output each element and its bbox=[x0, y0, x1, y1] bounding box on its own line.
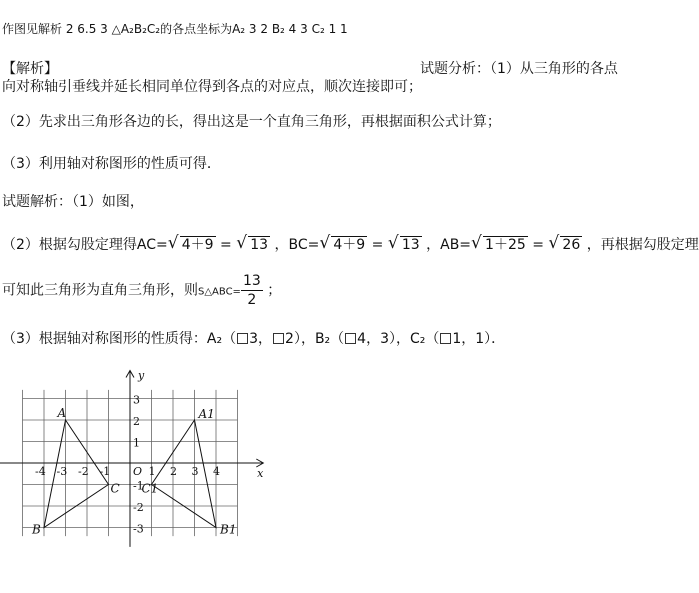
solution-part1: 试题解析：（1）如图， bbox=[2, 194, 144, 210]
point-label-c: C bbox=[110, 481, 120, 496]
part2-line2-suffix: ； bbox=[267, 282, 282, 299]
solution-part2: （2）根据勾股定理得AC=√ 4＋9 = √ 13 ，BC=√ 4＋9 = √ 13 ，AB=√ 1＋25 = √ 26 ，再根据勾股定理 bbox=[2, 236, 699, 254]
x-tick-label: 2 bbox=[170, 465, 177, 478]
x-tick-label: -1 bbox=[99, 465, 111, 478]
x-tick-label: 3 bbox=[191, 465, 199, 478]
y-tick-label: 3 bbox=[133, 393, 140, 407]
x-tick-label: 1 bbox=[148, 465, 156, 478]
solution-part2-line2 bbox=[2, 272, 281, 309]
ac-result: √ 13 bbox=[236, 236, 270, 254]
header-line: 作图见解析 2 6.5 3 △A₂B₂C₂的各点坐标为A₂ 3 2 B₂ 4 3 C₂ 1 1 bbox=[2, 22, 348, 36]
y-tick-label: 1 bbox=[133, 436, 140, 450]
analysis-step2: （2）先求出三角形各边的长，得出这是一个直角三角形，再根据面积公式计算； bbox=[2, 114, 501, 130]
solution-part3: （3）根据轴对称图形的性质得：A₂（ 3， 2），B₂（ 4，3），C₂（ 1，1）． bbox=[2, 331, 506, 347]
x-tick-label: -4 bbox=[35, 465, 46, 478]
x-tick-label: -3 bbox=[56, 465, 68, 478]
ac-sqrt: √ 4＋9 bbox=[168, 236, 216, 254]
y-tick-label: 2 bbox=[133, 415, 140, 428]
analysis-step1: 向对称轴引垂线并延长相同单位得到各点的对应点，顺次连接即可； bbox=[2, 79, 422, 95]
analysis-step3: （3）利用轴对称图形的性质可得． bbox=[2, 156, 221, 172]
ab-result: √ 26 bbox=[548, 236, 582, 254]
bc-sqrt: √ 4＋9 bbox=[319, 236, 367, 254]
analysis-intro: 试题分析：（1）从三角形的各点 bbox=[420, 61, 618, 77]
y-tick-label: -2 bbox=[133, 501, 144, 514]
part2-suffix: ，再根据勾股定理 bbox=[586, 237, 699, 253]
area-label: S△ABC= bbox=[198, 286, 241, 298]
x-axis-label: x bbox=[257, 467, 264, 480]
point-label-b: B bbox=[32, 522, 41, 537]
point-label-a: A bbox=[57, 406, 67, 420]
analysis-header bbox=[2, 60, 618, 78]
bc-result: √ 13 bbox=[388, 236, 422, 254]
x-tick-label: -2 bbox=[78, 465, 89, 478]
coordinate-figure bbox=[0, 355, 290, 555]
origin-label: O bbox=[133, 465, 143, 478]
y-tick-label: -3 bbox=[133, 522, 144, 536]
part2-line2-prefix: 可知此三角形为直角三角形，则 bbox=[2, 282, 198, 299]
x-tick-label: 4 bbox=[213, 465, 220, 478]
analysis-label: 【解析】 bbox=[2, 61, 58, 77]
ab-label: ，AB= bbox=[426, 237, 472, 253]
bc-label: ，BC= bbox=[274, 237, 320, 253]
area-fraction: $\frac{13}{2}$ bbox=[242, 273, 261, 308]
point-label-a1: A1 bbox=[198, 407, 215, 421]
point-label-c1: C1 bbox=[141, 481, 159, 496]
part2-prefix: （2）根据勾股定理得AC= bbox=[2, 237, 168, 253]
y-tick-label: -1 bbox=[133, 479, 144, 493]
y-axis-label: y bbox=[138, 368, 145, 382]
point-label-b1: B1 bbox=[220, 522, 237, 537]
ab-sqrt: √ 1＋25 bbox=[471, 236, 528, 254]
triangle-a1b1c1 bbox=[152, 420, 217, 528]
